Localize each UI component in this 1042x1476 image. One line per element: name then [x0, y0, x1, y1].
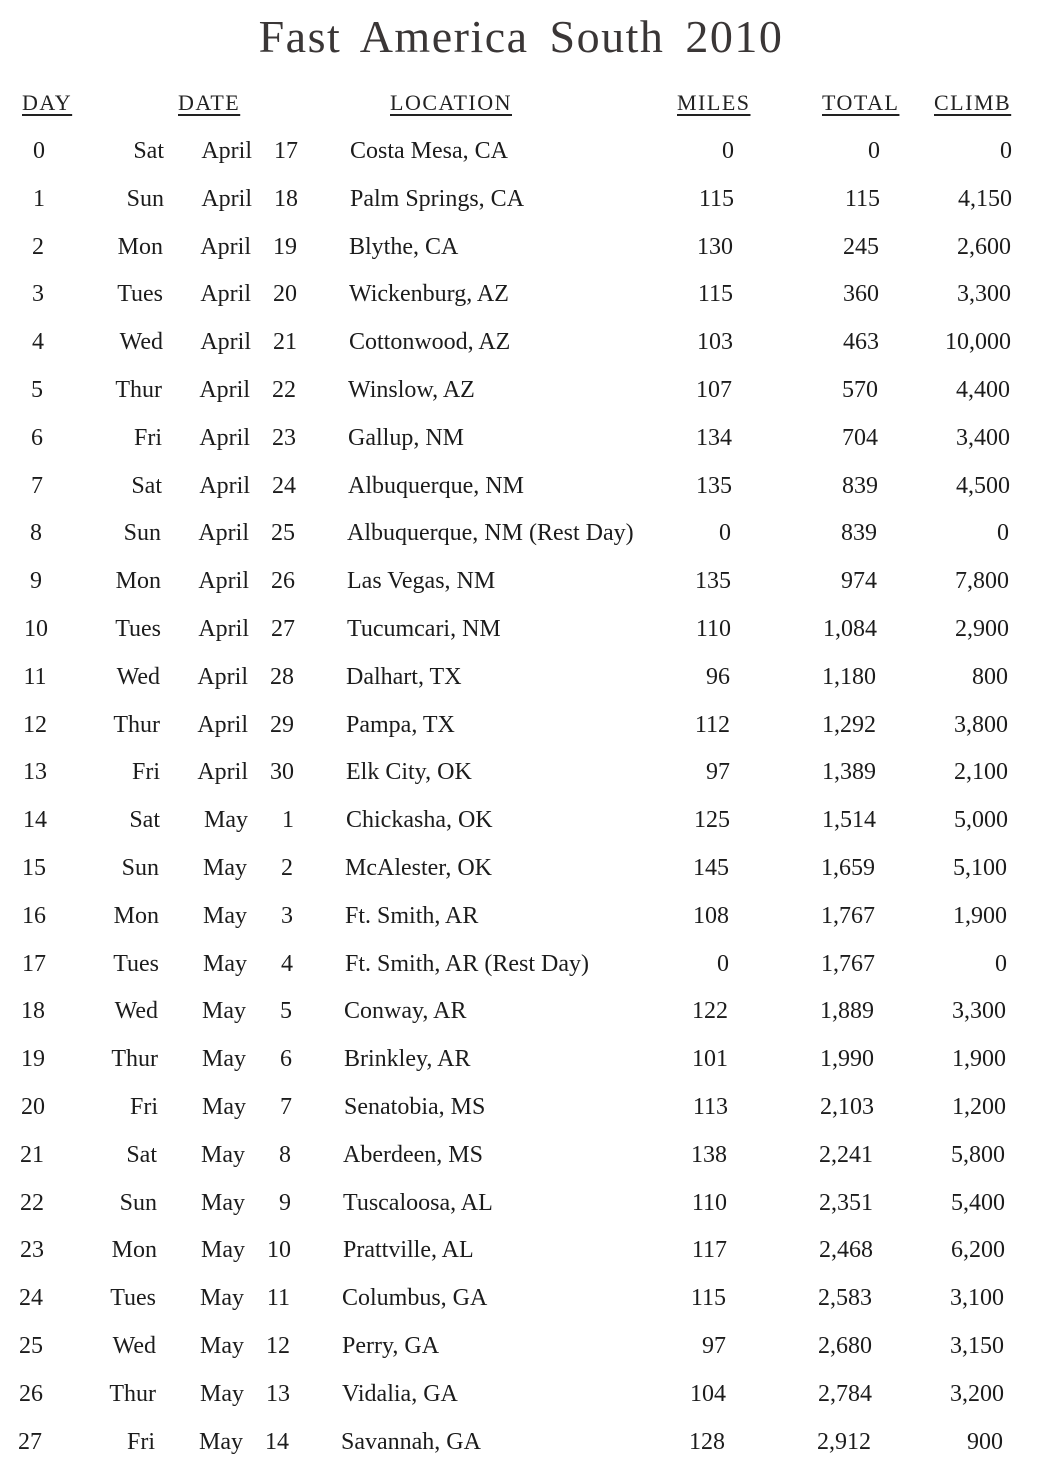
day-cell: 27	[18, 1428, 42, 1455]
climb-cell: 10,000	[945, 329, 1011, 356]
miles-cell: 115	[698, 185, 734, 212]
day-cell: 15	[22, 854, 46, 881]
day-cell: 14	[23, 807, 47, 834]
weekday-cell: Sat	[126, 1141, 157, 1168]
table-row	[0, 992, 1036, 1040]
weekday-cell: Wed	[116, 663, 160, 690]
month-cell: April	[199, 424, 250, 451]
month-cell: April	[200, 281, 251, 308]
miles-cell: 97	[706, 759, 730, 786]
climb-cell: 5,000	[954, 807, 1008, 834]
climb-cell: 0	[1000, 138, 1012, 164]
weekday-cell: Tues	[113, 950, 159, 977]
location-cell: Albuquerque, NM (Rest Day)	[347, 520, 634, 547]
header-day: DAY	[22, 90, 73, 115]
location-cell: Ft. Smith, AR (Rest Day)	[345, 950, 590, 977]
table-row	[0, 514, 1039, 562]
climb-cell: 3,300	[952, 998, 1006, 1025]
table-row	[0, 1231, 1035, 1279]
day-cell: 24	[19, 1285, 43, 1312]
date-cell: 3	[281, 902, 293, 929]
location-cell: Albuquerque, NM	[348, 472, 524, 499]
miles-cell: 115	[690, 1285, 726, 1312]
day-cell: 0	[33, 138, 45, 164]
climb-cell: 800	[972, 663, 1008, 690]
location-cell: Vidalia, GA	[342, 1380, 458, 1407]
location-cell: Pampa, TX	[346, 711, 455, 738]
location-cell: Columbus, GA	[342, 1285, 488, 1312]
weekday-cell: Wed	[112, 1332, 156, 1359]
table-header	[0, 90, 1042, 122]
weekday-cell: Sat	[129, 807, 160, 834]
climb-cell: 5,800	[951, 1141, 1005, 1168]
climb-cell: 2,900	[955, 615, 1009, 642]
climb-cell: 3,100	[950, 1285, 1004, 1312]
total-cell: 839	[842, 472, 878, 499]
date-cell: 19	[273, 233, 297, 260]
day-cell: 25	[19, 1332, 43, 1359]
date-cell: 8	[279, 1141, 291, 1168]
date-cell: 27	[271, 615, 295, 642]
miles-cell: 112	[694, 711, 730, 738]
weekday-cell: Tues	[115, 615, 161, 642]
day-cell: 17	[22, 950, 46, 977]
miles-cell: 104	[690, 1380, 726, 1407]
weekday-cell: Mon	[115, 568, 161, 595]
table-row	[0, 658, 1038, 706]
table-row	[0, 849, 1037, 897]
miles-cell: 135	[695, 568, 731, 595]
day-cell: 13	[23, 759, 47, 786]
weekday-cell: Sat	[133, 138, 164, 164]
climb-cell: 4,500	[956, 472, 1010, 499]
total-cell: 2,912	[817, 1428, 871, 1455]
location-cell: Elk City, OK	[346, 759, 472, 786]
total-cell: 1,292	[822, 711, 876, 738]
weekday-cell: Sun	[119, 1189, 157, 1216]
climb-cell: 1,900	[953, 902, 1007, 929]
climb-cell: 2,100	[954, 759, 1008, 786]
climb-cell: 3,300	[957, 281, 1011, 308]
day-cell: 22	[20, 1189, 44, 1216]
table-row	[0, 323, 1041, 371]
month-cell: April	[201, 138, 252, 164]
location-cell: Savannah, GA	[341, 1428, 481, 1455]
date-cell: 17	[274, 138, 298, 164]
miles-cell: 135	[696, 472, 732, 499]
schedule-table	[0, 132, 1042, 1470]
day-cell: 19	[21, 1046, 45, 1073]
month-cell: May	[201, 1141, 245, 1168]
total-cell: 1,767	[821, 902, 875, 929]
date-cell: 9	[279, 1189, 291, 1216]
total-cell: 1,514	[822, 807, 876, 834]
day-cell: 8	[30, 520, 42, 547]
total-cell: 2,583	[818, 1285, 872, 1312]
day-cell: 9	[30, 568, 42, 595]
date-cell: 28	[270, 663, 294, 690]
location-cell: Aberdeen, MS	[343, 1141, 483, 1168]
total-cell: 360	[843, 281, 879, 308]
location-cell: Cottonwood, AZ	[349, 329, 511, 356]
total-cell: 245	[843, 233, 879, 260]
header-location: LOCATION	[390, 90, 512, 115]
location-cell: Winslow, AZ	[348, 376, 475, 403]
weekday-cell: Mon	[111, 1237, 157, 1264]
total-cell: 2,241	[819, 1141, 873, 1168]
total-cell: 2,680	[818, 1332, 872, 1359]
weekday-cell: Sun	[123, 520, 161, 547]
miles-cell: 110	[691, 1189, 727, 1216]
month-cell: April	[199, 472, 250, 499]
month-cell: April	[201, 185, 252, 212]
total-cell: 1,767	[821, 950, 875, 977]
miles-cell: 130	[697, 233, 733, 260]
table-row	[0, 1279, 1034, 1327]
month-cell: May	[203, 854, 247, 881]
location-cell: Las Vegas, NM	[347, 568, 496, 595]
day-cell: 23	[20, 1237, 44, 1264]
day-cell: 20	[21, 1093, 45, 1120]
table-row	[0, 275, 1041, 323]
weekday-cell: Fri	[131, 759, 160, 786]
month-cell: April	[197, 711, 248, 738]
miles-cell: 0	[717, 950, 729, 977]
month-cell: May	[204, 807, 248, 834]
day-cell: 4	[32, 329, 44, 356]
date-cell: 5	[280, 998, 292, 1025]
total-cell: 2,351	[819, 1189, 873, 1216]
table-row	[0, 610, 1039, 658]
date-cell: 7	[280, 1093, 292, 1120]
weekday-cell: Wed	[114, 998, 158, 1025]
day-cell: 18	[21, 998, 45, 1025]
location-cell: Tuscaloosa, AL	[343, 1189, 493, 1216]
total-cell: 2,103	[820, 1093, 874, 1120]
total-cell: 1,889	[820, 998, 874, 1025]
month-cell: April	[197, 759, 248, 786]
weekday-cell: Fri	[129, 1093, 158, 1120]
total-cell: 1,389	[822, 759, 876, 786]
total-cell: 1,659	[821, 854, 875, 881]
table-row	[0, 706, 1038, 754]
climb-cell: 6,200	[951, 1237, 1005, 1264]
header-climb: CLIMB	[934, 90, 1012, 115]
miles-cell: 113	[692, 1093, 728, 1120]
day-cell: 7	[31, 472, 43, 499]
weekday-cell: Thur	[113, 711, 160, 738]
climb-cell: 5,400	[951, 1189, 1005, 1216]
miles-cell: 103	[697, 329, 733, 356]
table-row	[0, 467, 1040, 515]
total-cell: 115	[844, 185, 880, 212]
month-cell: May	[202, 1046, 246, 1073]
location-cell: Dalhart, TX	[346, 663, 462, 690]
table-row	[0, 1375, 1034, 1423]
day-cell: 2	[32, 233, 44, 260]
location-cell: Chickasha, OK	[346, 807, 493, 834]
location-cell: Ft. Smith, AR	[345, 902, 479, 929]
miles-cell: 96	[706, 663, 730, 690]
date-cell: 20	[273, 281, 297, 308]
weekday-cell: Mon	[117, 233, 163, 260]
total-cell: 2,784	[818, 1380, 872, 1407]
weekday-cell: Thur	[109, 1380, 156, 1407]
table-row	[0, 1136, 1035, 1184]
table-row	[0, 228, 1041, 276]
date-cell: 13	[266, 1380, 290, 1407]
date-cell: 12	[266, 1332, 290, 1359]
day-cell: 1	[33, 185, 45, 212]
month-cell: April	[197, 663, 248, 690]
date-cell: 6	[280, 1046, 292, 1073]
weekday-cell: Tues	[110, 1285, 156, 1312]
location-cell: Blythe, CA	[349, 233, 459, 260]
climb-cell: 7,800	[955, 568, 1009, 595]
miles-cell: 134	[696, 424, 732, 451]
weekday-cell: Fri	[133, 424, 162, 451]
miles-cell: 115	[697, 281, 733, 308]
table-row	[0, 897, 1037, 945]
total-cell: 839	[841, 520, 877, 547]
date-cell: 30	[270, 759, 294, 786]
total-cell: 1,990	[820, 1046, 874, 1073]
miles-cell: 108	[693, 902, 729, 929]
weekday-cell: Wed	[119, 329, 163, 356]
total-cell: 704	[842, 424, 878, 451]
day-cell: 5	[31, 376, 43, 403]
climb-cell: 5,100	[953, 854, 1007, 881]
weekday-cell: Fri	[126, 1428, 155, 1455]
weekday-cell: Thur	[111, 1046, 158, 1073]
miles-cell: 145	[693, 854, 729, 881]
weekday-cell: Thur	[115, 376, 162, 403]
date-cell: 21	[273, 329, 297, 356]
climb-cell: 4,150	[958, 185, 1012, 212]
miles-cell: 0	[722, 138, 734, 164]
total-cell: 1,180	[822, 663, 876, 690]
date-cell: 4	[281, 950, 293, 977]
table-row	[0, 945, 1037, 993]
miles-cell: 117	[691, 1237, 727, 1264]
date-cell: 26	[271, 568, 295, 595]
month-cell: April	[198, 520, 249, 547]
climb-cell: 3,150	[950, 1332, 1004, 1359]
total-cell: 2,468	[819, 1237, 873, 1264]
month-cell: May	[200, 1332, 244, 1359]
date-cell: 22	[272, 376, 296, 403]
weekday-cell: Sun	[126, 185, 164, 212]
location-cell: Brinkley, AR	[344, 1046, 471, 1073]
header-date: DATE	[178, 90, 241, 115]
day-cell: 10	[24, 615, 48, 642]
location-cell: Wickenburg, AZ	[349, 281, 509, 308]
table-row	[0, 1423, 1033, 1471]
climb-cell: 1,200	[952, 1093, 1006, 1120]
day-cell: 16	[22, 902, 46, 929]
miles-cell: 110	[695, 615, 731, 642]
date-cell: 25	[271, 520, 295, 547]
month-cell: May	[199, 1428, 243, 1455]
climb-cell: 4,400	[956, 376, 1010, 403]
month-cell: April	[200, 233, 251, 260]
table-row	[0, 419, 1040, 467]
month-cell: May	[201, 1189, 245, 1216]
date-cell: 24	[272, 472, 296, 499]
location-cell: Gallup, NM	[348, 424, 464, 451]
climb-cell: 900	[967, 1428, 1003, 1455]
table-row	[0, 371, 1040, 419]
location-cell: Conway, AR	[344, 998, 467, 1025]
climb-cell: 0	[995, 950, 1007, 977]
total-cell: 463	[843, 329, 879, 356]
table-row	[0, 1040, 1036, 1088]
date-cell: 18	[274, 185, 298, 212]
table-row	[0, 132, 1042, 180]
miles-cell: 101	[692, 1046, 728, 1073]
month-cell: May	[200, 1285, 244, 1312]
location-cell: Prattville, AL	[343, 1237, 474, 1264]
table-row	[0, 180, 1042, 228]
month-cell: May	[203, 950, 247, 977]
day-cell: 6	[31, 424, 43, 451]
weekday-cell: Sun	[121, 854, 159, 881]
location-cell: McAlester, OK	[345, 854, 492, 881]
total-cell: 0	[868, 138, 880, 164]
total-cell: 974	[841, 568, 877, 595]
table-row	[0, 1088, 1036, 1136]
date-cell: 14	[265, 1428, 289, 1455]
weekday-cell: Tues	[117, 281, 163, 308]
month-cell: April	[198, 615, 249, 642]
header-miles: MILES	[677, 90, 751, 115]
month-cell: May	[202, 998, 246, 1025]
table-row	[0, 562, 1039, 610]
weekday-cell: Sat	[131, 472, 162, 499]
climb-cell: 1,900	[952, 1046, 1006, 1073]
month-cell: May	[200, 1380, 244, 1407]
date-cell: 29	[270, 711, 294, 738]
miles-cell: 122	[692, 998, 728, 1025]
date-cell: 11	[266, 1285, 290, 1312]
table-row	[0, 1327, 1034, 1375]
table-row	[0, 801, 1038, 849]
date-cell: 1	[282, 807, 294, 834]
header-total: TOTAL	[822, 90, 900, 115]
date-cell: 2	[281, 854, 293, 881]
climb-cell: 3,400	[956, 424, 1010, 451]
miles-cell: 125	[694, 807, 730, 834]
miles-cell: 107	[696, 376, 732, 403]
table-row	[0, 753, 1038, 801]
location-cell: Palm Springs, CA	[350, 185, 525, 212]
month-cell: May	[201, 1237, 245, 1264]
climb-cell: 2,600	[957, 233, 1011, 260]
total-cell: 1,084	[823, 615, 877, 642]
table-row	[0, 1184, 1035, 1232]
month-cell: May	[202, 1093, 246, 1120]
month-cell: April	[198, 568, 249, 595]
miles-cell: 138	[691, 1141, 727, 1168]
miles-cell: 97	[702, 1332, 726, 1359]
location-cell: Costa Mesa, CA	[350, 138, 508, 164]
day-cell: 21	[20, 1141, 44, 1168]
climb-cell: 3,200	[950, 1380, 1004, 1407]
day-cell: 11	[23, 663, 47, 690]
location-cell: Senatobia, MS	[344, 1093, 486, 1120]
day-cell: 3	[32, 281, 44, 308]
weekday-cell: Mon	[113, 902, 159, 929]
month-cell: April	[200, 329, 251, 356]
miles-cell: 0	[719, 520, 731, 547]
location-cell: Tucumcari, NM	[347, 615, 501, 642]
miles-cell: 128	[689, 1428, 725, 1455]
location-cell: Perry, GA	[342, 1332, 440, 1359]
day-cell: 26	[19, 1380, 43, 1407]
month-cell: April	[199, 376, 250, 403]
date-cell: 10	[267, 1237, 291, 1264]
climb-cell: 3,800	[954, 711, 1008, 738]
climb-cell: 0	[997, 520, 1009, 547]
month-cell: May	[203, 902, 247, 929]
page-title: Fast America South 2010	[258, 11, 784, 62]
date-cell: 23	[272, 424, 296, 451]
day-cell: 12	[23, 711, 47, 738]
total-cell: 570	[842, 376, 878, 403]
